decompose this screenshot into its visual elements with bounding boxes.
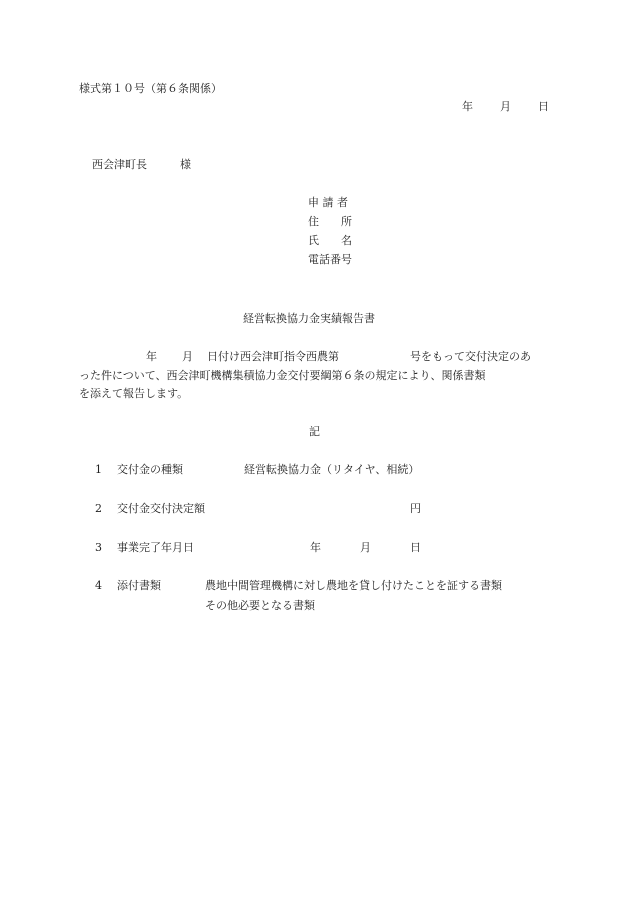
body-line3: を添えて報告します。 xyxy=(79,387,189,400)
item-year: 年 xyxy=(310,541,321,554)
applicant-label: 申 請 者 xyxy=(308,196,348,209)
item-value-1: 農地中間管理機構に対し農地を貸し付けたことを証する書類 xyxy=(205,579,502,592)
item-label: 交付金の種類 xyxy=(117,463,183,476)
body-month: 月 xyxy=(182,350,193,363)
body-line1-end: 号をもって交付決定のあ xyxy=(410,350,531,363)
item-number: 1 xyxy=(95,463,102,476)
item-number: 4 xyxy=(95,579,102,592)
item-label: 事業完了年月日 xyxy=(117,541,194,554)
date-year: 年 xyxy=(462,100,473,113)
item-label: 交付金交付決定額 xyxy=(117,502,205,515)
addressee: 西会津町長 xyxy=(92,158,147,171)
body-year: 年 xyxy=(146,350,157,363)
item-value-2: その他必要となる書類 xyxy=(205,599,315,612)
form-number: 様式第１０号（第６条関係） xyxy=(79,82,222,95)
item-number: 2 xyxy=(95,502,102,515)
date-month: 月 xyxy=(500,100,511,113)
item-value: 円 xyxy=(410,502,421,515)
applicant-address: 住 所 xyxy=(308,215,352,228)
honorific: 様 xyxy=(180,158,191,171)
item-value: 経営転換協力金（リタイヤ、相続） xyxy=(244,463,420,476)
document-title: 経営転換協力金実績報告書 xyxy=(243,312,375,325)
applicant-phone: 電話番号 xyxy=(308,253,352,266)
item-month: 月 xyxy=(360,541,371,554)
date-day: 日 xyxy=(538,100,549,113)
item-label: 添付書類 xyxy=(117,579,161,592)
ki-heading: 記 xyxy=(309,425,320,438)
body-line1-text: 日付け西会津町指令西農第 xyxy=(207,350,339,363)
applicant-name: 氏 名 xyxy=(308,234,352,247)
body-line2: った件について、西会津町機構集積協力金交付要綱第６条の規定により、関係書類 xyxy=(79,369,486,382)
item-day: 日 xyxy=(410,541,421,554)
item-number: 3 xyxy=(95,541,102,554)
